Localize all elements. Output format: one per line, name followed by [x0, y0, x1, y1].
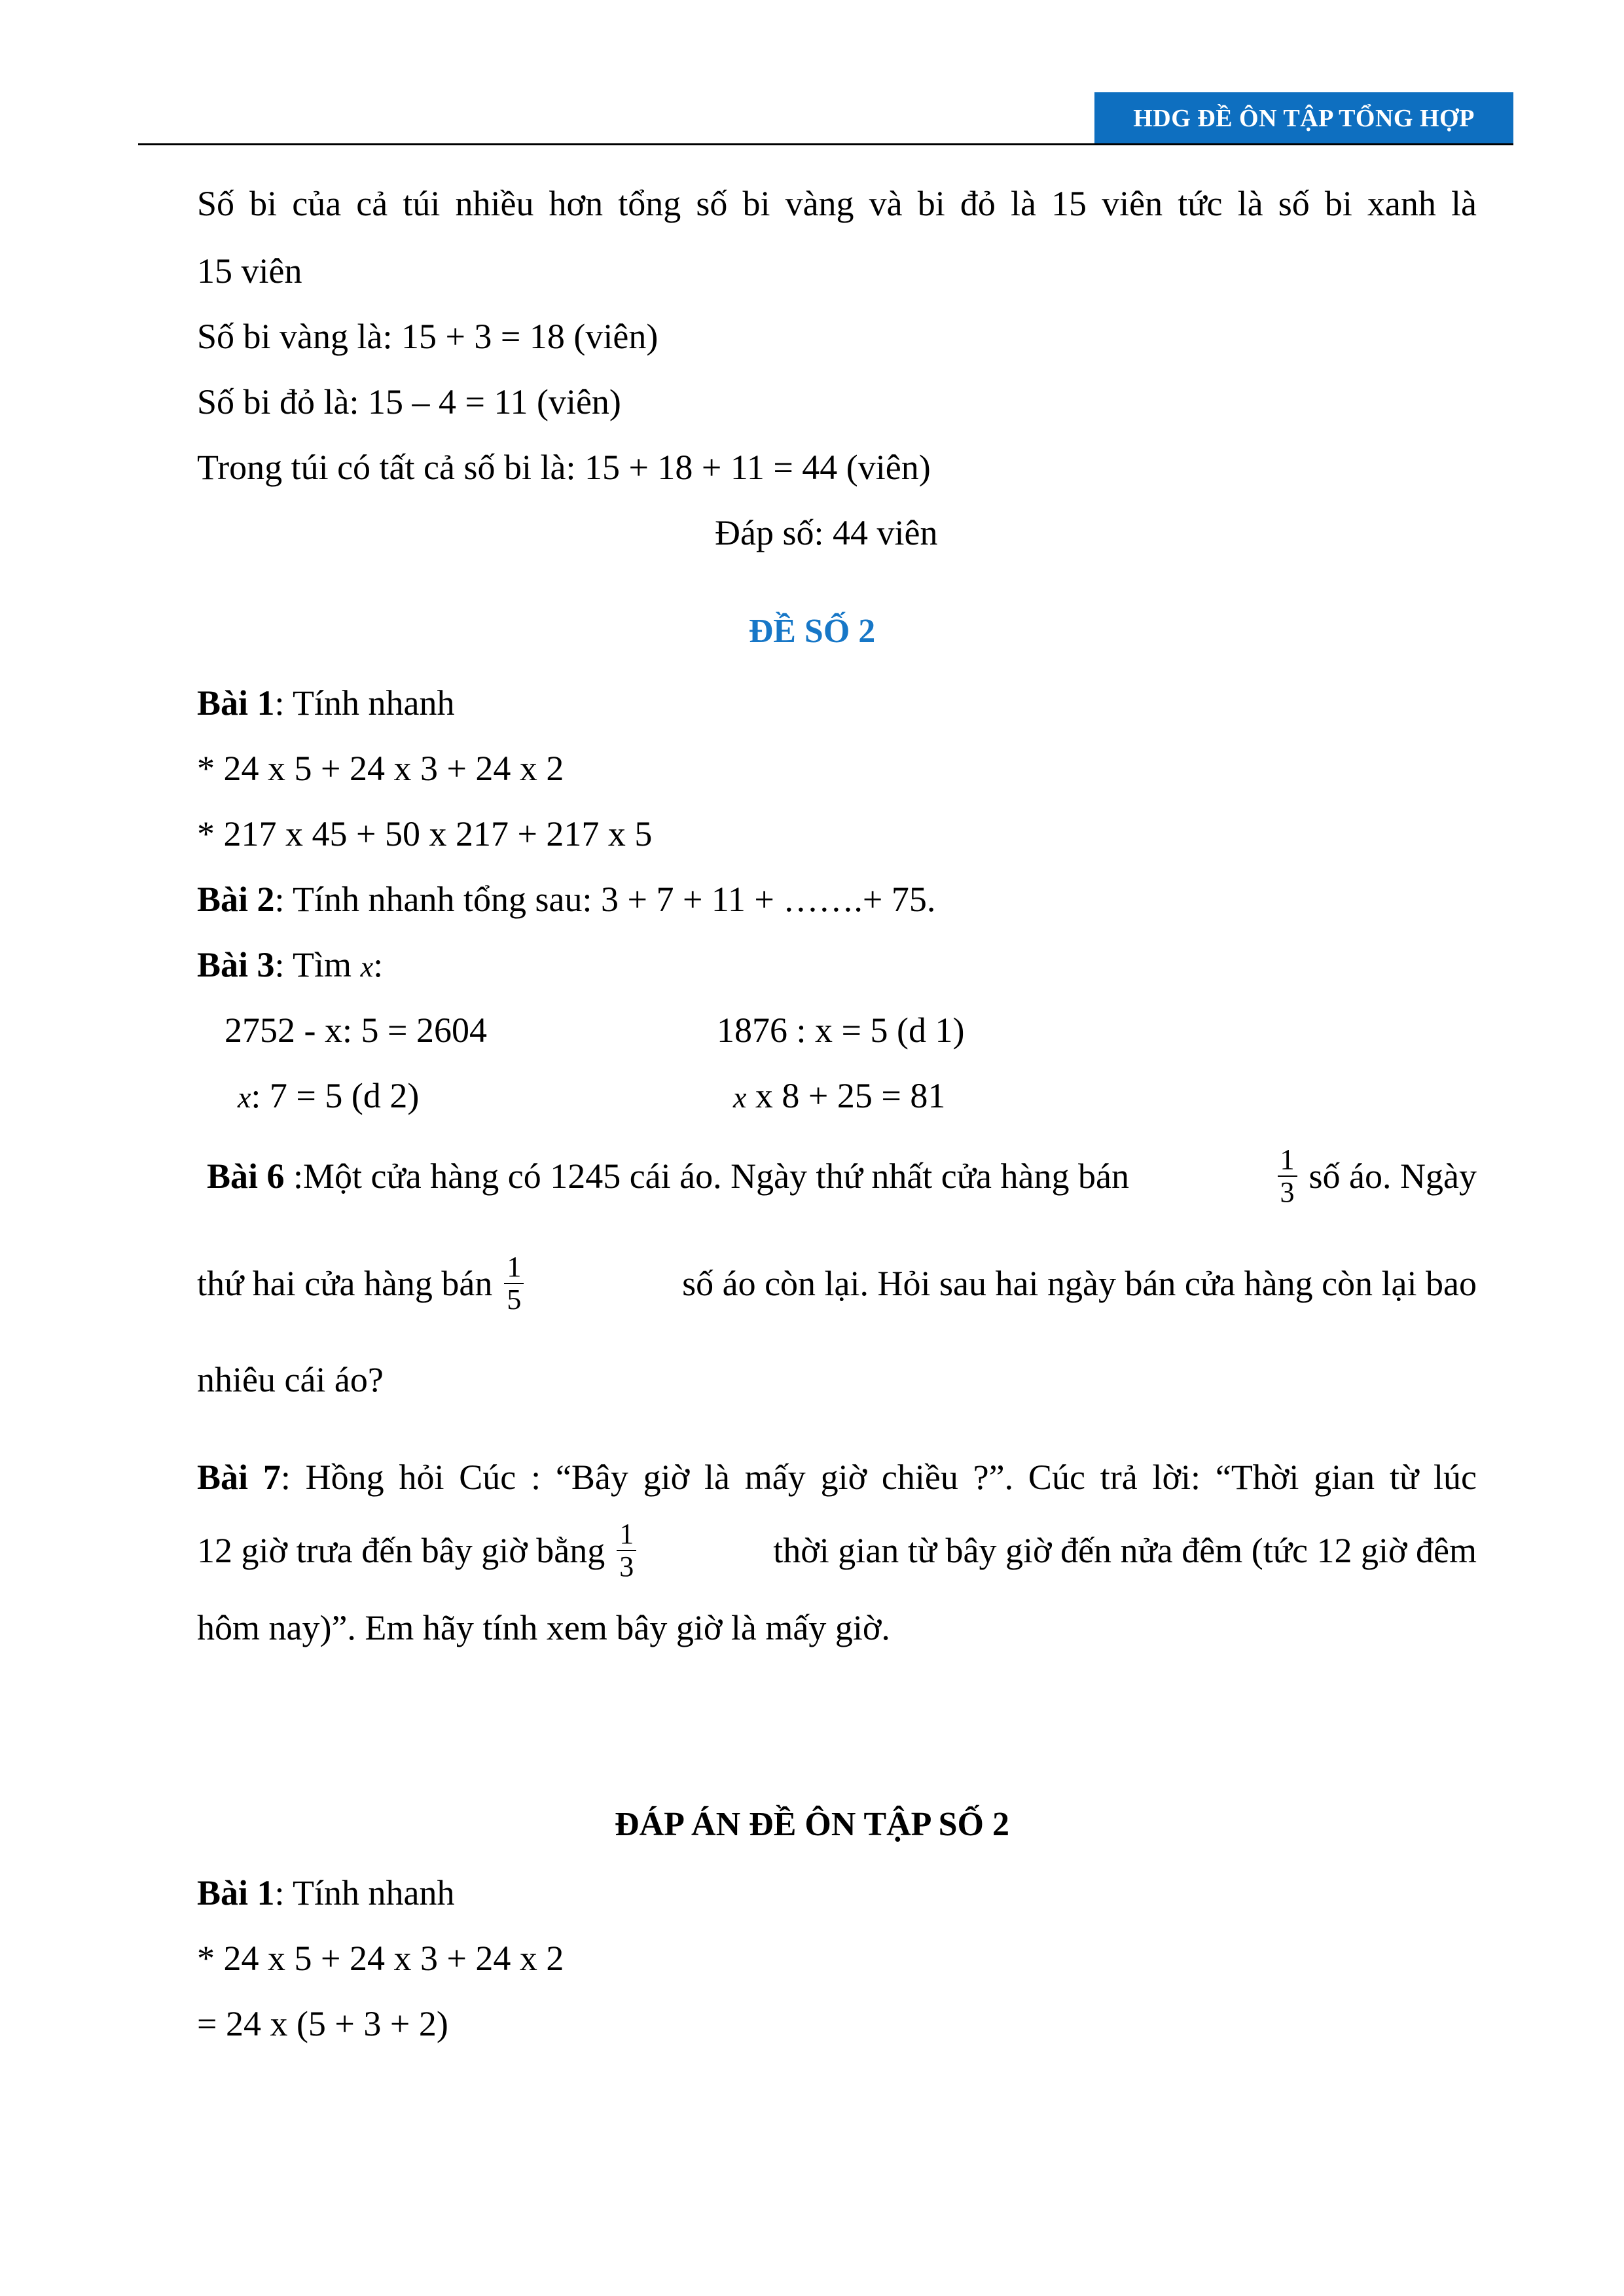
de2-bai2-label: Bài 2	[197, 880, 275, 919]
fraction-numerator: 1	[617, 1518, 636, 1551]
de2-bai2-text: : Tính nhanh tổng sau: 3 + 7 + 11 + …….+ 75.	[274, 880, 936, 919]
header-badge-text: HDG ĐỀ ÔN TẬP TỔNG HỢP	[1133, 105, 1475, 132]
de2-bai1	[197, 682, 455, 725]
de2-bai7-label: Bài 7	[197, 1458, 281, 1497]
de2-bai7-part-b	[197, 1518, 648, 1583]
de2-bai7-fraction	[617, 1518, 636, 1583]
de2-bai6-label: Bài 6	[207, 1156, 285, 1196]
de2-title: ĐỀ SỐ 2	[748, 613, 876, 650]
de2-bai7-text-b: 12 giờ trưa đến bây giờ bằng	[197, 1530, 605, 1570]
intro-answer: Đáp số: 44 viên	[715, 513, 938, 552]
fraction-denominator: 3	[619, 1551, 634, 1583]
de2-bai6-part-b	[1266, 1144, 1477, 1209]
de2-bai2	[197, 878, 935, 921]
de2-bai6-text-e: nhiêu cái áo?	[197, 1360, 384, 1399]
de2-bai7-line2	[197, 1518, 1477, 1583]
de2-bai6-fraction-2	[504, 1251, 524, 1316]
de2-bai6-text-c: thứ hai cửa hàng bán	[197, 1263, 493, 1303]
de2-bai3-label: Bài 3	[197, 945, 275, 984]
header-rule	[138, 143, 1513, 145]
de2-bai1-expr1: * 24 x 5 + 24 x 3 + 24 x 2	[197, 749, 564, 788]
answers-bai1	[197, 1872, 455, 1914]
de2-bai1-label: Bài 1	[197, 683, 275, 723]
de2-bai3	[197, 944, 383, 986]
de2-bai7-line1	[197, 1456, 1477, 1499]
de2-bai3-eq1: 2752 - x: 5 = 2604	[225, 1011, 487, 1050]
fraction-numerator: 1	[504, 1251, 524, 1284]
de2-bai3-eq3-rest: : 7 = 5 (d 2)	[251, 1076, 420, 1115]
de2-bai3-eq2: 1876 : x = 5 (d 1)	[717, 1011, 965, 1050]
de2-bai6-fraction-1	[1278, 1144, 1297, 1209]
intro-line-1: Số bi của cả túi nhiều hơn tổng số bi vàng và bi đỏ là 15 viên tức là số bi xanh là	[197, 184, 1477, 223]
de2-bai6-text-d: số áo còn lại. Hỏi sau hai ngày bán cửa hàng còn lại bao	[682, 1263, 1477, 1303]
de2-bai7-text-a: : Hồng hỏi Cúc : “Bây giờ là mấy giờ chiều ?”. Cúc trả lời: “Thời gian từ lúc	[280, 1458, 1477, 1497]
intro-line-3: Số bi vàng là: 15 + 3 = 18 (viên)	[197, 317, 659, 356]
de2-bai1-text: : Tính nhanh	[274, 683, 455, 723]
de2-bai6-line2	[197, 1251, 1477, 1316]
fraction-denominator: 5	[507, 1283, 522, 1316]
de2-bai6-text-b: số áo. Ngày	[1308, 1156, 1477, 1196]
answers-bai1-step1: = 24 x (5 + 3 + 2)	[197, 2004, 448, 2043]
de2-bai3-eq4-rest: x 8 + 25 = 81	[746, 1076, 946, 1115]
de2-bai7-text-c: thời gian từ bây giờ đến nửa đêm (tức 12 giờ đêm	[773, 1530, 1477, 1570]
intro-line-4: Số bi đỏ là: 15 – 4 = 11 (viên)	[197, 382, 621, 422]
intro-line-2: 15 viên	[197, 251, 302, 291]
de2-bai3-eq3	[238, 1075, 419, 1117]
fraction-denominator: 3	[1280, 1176, 1295, 1209]
de2-bai6-text-a: :Một cửa hàng có 1245 cái áo. Ngày thứ nhất cửa hàng bán	[284, 1156, 1129, 1196]
answers-title: ĐÁP ÁN ĐỀ ÔN TẬP SỐ 2	[615, 1806, 1009, 1843]
header-badge	[1094, 92, 1513, 145]
de2-bai3-eq4	[733, 1075, 945, 1117]
de2-bai1-expr2: * 217 x 45 + 50 x 217 + 217 x 5	[197, 814, 653, 853]
answers-bai1-text: : Tính nhanh	[274, 1873, 455, 1912]
answers-bai1-label: Bài 1	[197, 1873, 275, 1912]
de2-bai6-part-a	[207, 1155, 1129, 1198]
de2-bai3-text: : Tìm	[274, 945, 361, 984]
de2-bai6-line1	[207, 1144, 1477, 1209]
de2-bai3-colon: :	[373, 945, 384, 984]
de2-bai3-var: x	[360, 951, 374, 983]
answers-bai1-expr1: * 24 x 5 + 24 x 3 + 24 x 2	[197, 1939, 564, 1978]
de2-bai3-eq3-var: x	[238, 1081, 251, 1114]
fraction-numerator: 1	[1278, 1144, 1297, 1177]
de2-bai7-text-d: hôm nay)”. Em hãy tính xem bây giờ là mấy giờ.	[197, 1608, 890, 1647]
de2-bai3-eq4-var: x	[733, 1081, 747, 1114]
intro-line-5: Trong túi có tất cả số bi là: 15 + 18 + 11 = 44 (viên)	[197, 448, 931, 487]
de2-bai6-part-c	[197, 1251, 535, 1316]
